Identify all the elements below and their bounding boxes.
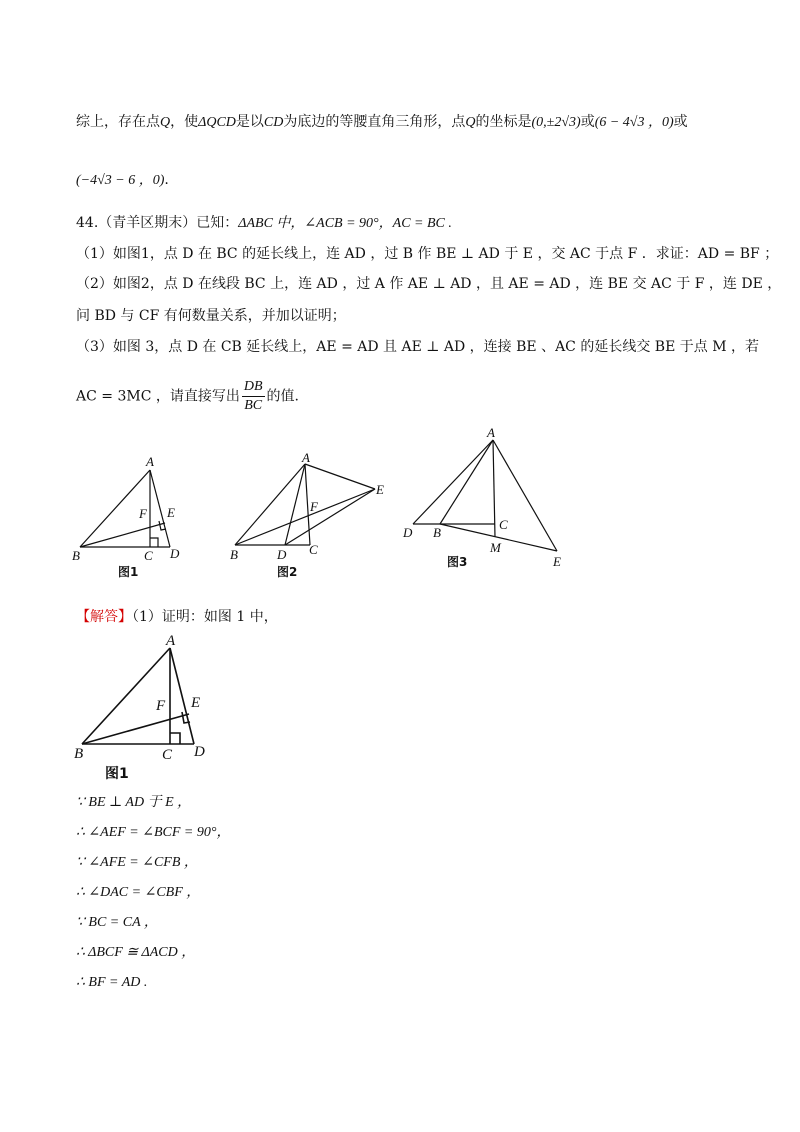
point-q: Q — [465, 115, 476, 130]
point-q: Q — [160, 115, 171, 130]
solution-step: ∴ ΔBCF ≅ ΔACD ， — [76, 945, 196, 960]
caption-fig1: 图1 — [105, 766, 129, 782]
solution-step: ∴ ∠DAC = ∠CBF ， — [76, 885, 201, 900]
label-f: F — [310, 499, 318, 514]
coordinate-1: (0,±2√3) — [531, 115, 581, 130]
label-m: M — [490, 540, 501, 555]
intro-text: 为底边的等腰直角三角形，点 — [283, 114, 466, 130]
solution-step: ∵ BE ⊥ AD 于 E ， — [76, 795, 192, 810]
intro-text: . — [164, 172, 169, 188]
figure-2 — [225, 450, 400, 580]
label-f: F — [139, 506, 147, 521]
intro-text: 综上，存在点 — [76, 114, 160, 130]
intro-text: 或 — [673, 114, 688, 130]
problem-header — [76, 213, 452, 234]
label-a: A — [302, 450, 310, 465]
problem-source: （青羊区期末）已知： — [98, 215, 239, 231]
label-c: C — [162, 747, 173, 763]
segment-cd: CD — [263, 115, 284, 130]
label-e: E — [167, 505, 175, 520]
intro-text: ，使 — [170, 114, 199, 130]
problem-given: ΔABC 中，∠ACB = 90°，AC = BC . — [238, 216, 452, 231]
part-3-text: 的值. — [266, 388, 299, 405]
label-b: B — [74, 746, 84, 762]
label-c: C — [499, 517, 508, 532]
part-3-line-b — [76, 378, 299, 415]
triangle-qcd: ΔQCD — [198, 115, 236, 130]
intro-text: 的坐标是 — [475, 114, 532, 130]
intro-text: 或 — [580, 114, 595, 130]
label-a: A — [146, 454, 154, 469]
part-2-line-a: （2）如图2，点 D 在线段 BC 上，连 AD ，过 A 作 AE ⊥ AD ，且 AE = AD ，连 BE 交 AC 于 F ，连 DE ， — [76, 276, 782, 292]
label-b: B — [433, 525, 441, 540]
part-3-line-a: （3）如图 3，点 D 在 CB 延长线上，AE = AD 且 AE ⊥ AD ，连接 BE 、AC 的延长线交 BE 于点 M ，若 — [76, 339, 759, 355]
fraction-denominator: BC — [244, 398, 263, 413]
label-b: B — [72, 548, 80, 563]
label-d: D — [170, 546, 180, 561]
figure-3 — [395, 425, 575, 575]
coordinate-3: (−4√3 − 6 ，0) — [76, 173, 165, 188]
label-f: F — [156, 698, 166, 714]
solution-step: ∴ BF = AD . — [76, 975, 148, 990]
label-c: C — [309, 542, 318, 557]
solution-intro: （1）证明：如图 1 中， — [132, 609, 278, 625]
part-2-line-b: 问 BD 与 CF 有何数量关系，并加以证明； — [76, 308, 346, 324]
label-e: E — [376, 482, 384, 497]
caption-fig2: 图2 — [277, 565, 298, 579]
label-d: D — [277, 547, 287, 562]
label-b: B — [230, 547, 238, 562]
solution-step: ∴ ∠AEF = ∠BCF = 90°， — [76, 825, 231, 840]
solution-header — [76, 607, 278, 627]
solution-figure-1 — [72, 628, 222, 788]
label-e: E — [191, 695, 201, 711]
problem-number: 44. — [76, 215, 99, 231]
part-1: （1）如图1，点 D 在 BC 的延长线上，连 AD ，过 B 作 BE ⊥ AD 于 E ，交 AC 于点 F ．求证：AD = BF ； — [76, 246, 779, 262]
label-c: C — [144, 548, 153, 563]
label-d: D — [194, 744, 205, 760]
part-3-text: AC = 3MC ，请直接写出 — [76, 388, 240, 405]
intro-text: 是以 — [235, 114, 264, 130]
label-e: E — [553, 554, 561, 569]
solution-tag: 【解答】 — [76, 609, 132, 625]
coordinate-2: (6 − 4√3 ，0) — [594, 115, 674, 130]
label-a: A — [487, 425, 495, 440]
caption-fig1: 图1 — [118, 565, 139, 579]
intro-line-2 — [76, 170, 169, 191]
label-d: D — [403, 525, 413, 540]
label-a: A — [166, 633, 176, 649]
caption-fig3: 图3 — [447, 555, 468, 569]
fraction-numerator: DB — [242, 378, 265, 397]
solution-step: ∵ ∠AFE = ∠CFB ， — [76, 855, 198, 870]
solution-step: ∵ BC = CA ， — [76, 915, 158, 930]
intro-line-1 — [76, 112, 688, 133]
fraction-db-bc — [242, 378, 265, 415]
figure-1 — [70, 450, 190, 580]
